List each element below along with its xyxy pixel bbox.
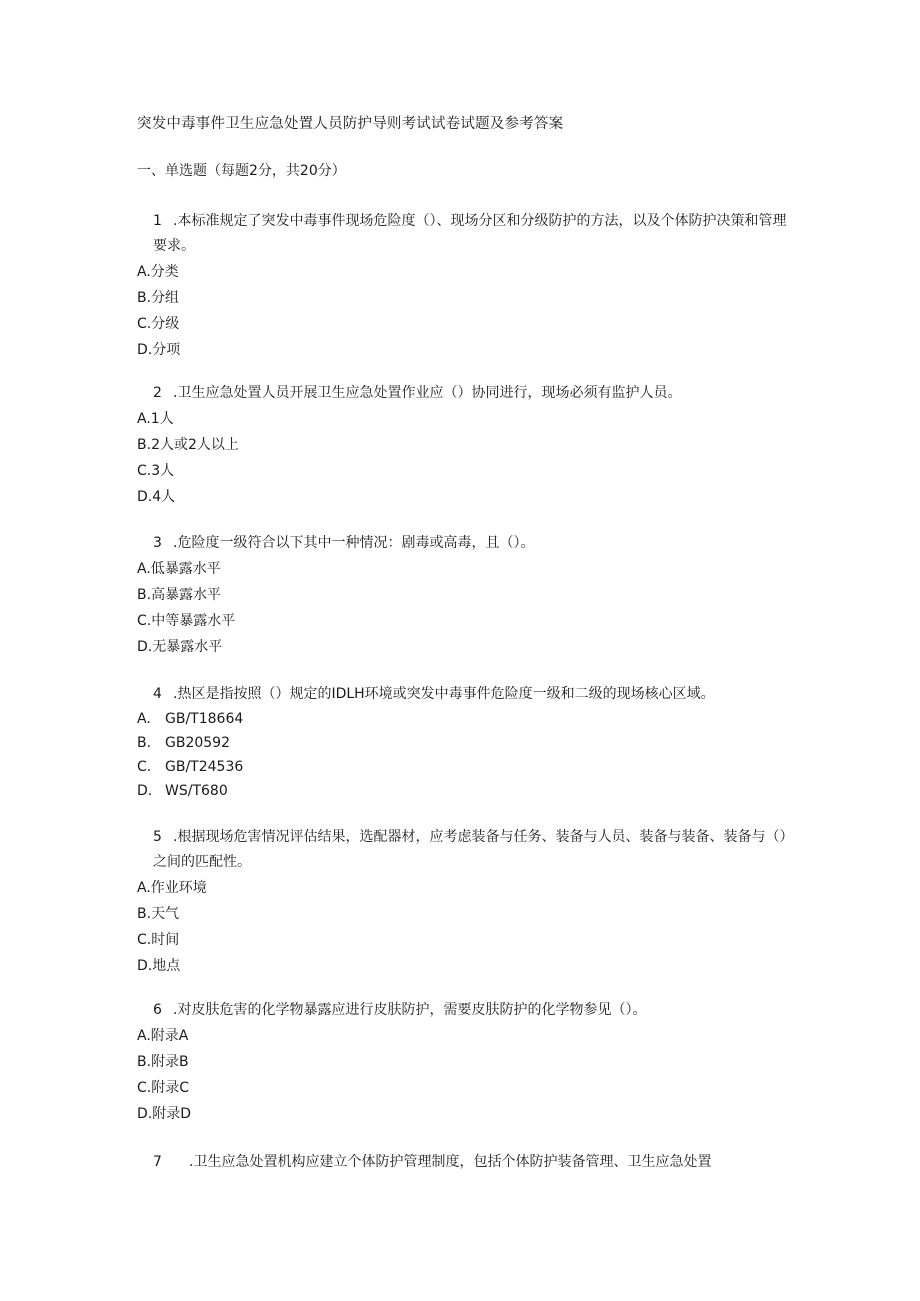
question-text: .本标准规定了突发中毒事件现场危险度（）、现场分区和分级防护的方法，以及个体防护决策和管理要求。	[153, 213, 787, 254]
option-text: 作业环境	[150, 880, 207, 896]
question-number: 3	[153, 535, 162, 551]
question-1	[137, 209, 787, 363]
question-stem	[137, 682, 787, 707]
option-b	[137, 1049, 787, 1075]
question-text: .卫生应急处置机构应建立个体防护管理制度，包括个体防护装备管理、卫生应急处置	[189, 1154, 712, 1170]
option-b	[137, 731, 787, 755]
question-number: 4	[153, 686, 162, 702]
option-a	[137, 875, 787, 901]
question-stem	[137, 1150, 787, 1175]
option-d	[137, 484, 787, 510]
question-stem	[137, 381, 787, 406]
question-3	[137, 531, 787, 660]
option-letter: D.	[137, 958, 153, 974]
option-letter: B.	[137, 587, 152, 603]
option-a	[137, 406, 787, 432]
question-number: 7	[153, 1154, 162, 1170]
option-text: 附录A	[150, 1028, 189, 1044]
option-letter: B.	[137, 290, 152, 306]
option-letter: D.	[137, 783, 153, 799]
option-letter: B.	[137, 1054, 152, 1070]
option-text: 3人	[151, 463, 175, 479]
question-number: 5	[153, 829, 162, 845]
option-letter: A.	[137, 880, 151, 896]
option-letter: A.	[137, 411, 151, 427]
option-c	[137, 458, 787, 484]
question-text: .危险度一级符合以下其中一种情况：剧毒或高毒，且（）。	[173, 535, 535, 551]
question-stem	[137, 998, 787, 1023]
option-letter: B.	[137, 437, 152, 453]
option-a	[137, 556, 787, 582]
option-d	[137, 1101, 787, 1127]
question-number: 2	[153, 385, 162, 401]
option-letter: D.	[137, 639, 153, 655]
option-c	[137, 1075, 787, 1101]
question-stem	[137, 825, 787, 875]
option-text: 中等暴露水平	[151, 613, 236, 629]
question-text: .对皮肤危害的化学物暴露应进行皮肤防护，需要皮肤防护的化学物参见（）。	[173, 1002, 647, 1018]
option-text: GB/T24536	[165, 759, 244, 775]
question-5	[137, 825, 787, 979]
question-stem	[137, 209, 787, 259]
option-text: 分类	[150, 264, 179, 280]
option-c	[137, 311, 787, 337]
option-text: 地点	[152, 958, 181, 974]
option-b	[137, 582, 787, 608]
option-letter: B.	[137, 906, 152, 922]
option-text: 高暴露水平	[151, 587, 222, 603]
option-d	[137, 337, 787, 363]
option-text: 低暴露水平	[150, 561, 221, 577]
option-c	[137, 755, 787, 779]
option-letter: C.	[137, 759, 152, 775]
option-text: 1人	[150, 411, 174, 427]
option-letter: C.	[137, 613, 152, 629]
option-a	[137, 259, 787, 285]
document-title: 突发中毒事件卫生应急处置人员防护导则考试试卷试题及参考答案	[137, 116, 564, 132]
option-d	[137, 779, 787, 803]
option-letter: A.	[137, 1028, 151, 1044]
option-text: 分组	[151, 290, 180, 306]
option-b	[137, 901, 787, 927]
option-text: 2人或2人以上	[151, 437, 239, 453]
option-letter: D.	[137, 342, 153, 358]
option-text: WS/T680	[165, 783, 228, 799]
option-text: GB/T18664	[165, 711, 244, 727]
option-letter: A.	[137, 561, 151, 577]
option-text: 附录D	[152, 1106, 192, 1122]
option-text: 天气	[151, 906, 180, 922]
section-heading: 一、单选题（每题2分，共20分）	[137, 163, 346, 179]
option-letter: C.	[137, 932, 152, 948]
option-text: GB20592	[165, 735, 230, 751]
option-letter: A.	[137, 711, 151, 727]
option-a	[137, 707, 787, 731]
option-letter: A.	[137, 264, 151, 280]
option-letter: C.	[137, 463, 152, 479]
option-letter: B.	[137, 735, 152, 751]
option-letter: C.	[137, 1080, 152, 1096]
option-text: 无暴露水平	[152, 639, 223, 655]
option-letter: D.	[137, 489, 153, 505]
question-4	[137, 682, 787, 803]
option-b	[137, 432, 787, 458]
option-text: 分项	[152, 342, 181, 358]
question-text: .热区是指按照（）规定的IDLH环境或突发中毒事件危险度一级和二级的现场核心区域。	[173, 686, 715, 702]
option-text: 4人	[152, 489, 176, 505]
option-text: 附录C	[151, 1080, 190, 1096]
question-7	[137, 1150, 787, 1175]
question-text: .根据现场危害情况评估结果，选配器材，应考虑装备与任务、装备与人员、装备与装备、装备与（）之间的匹配性。	[153, 829, 787, 870]
option-text: 附录B	[151, 1054, 189, 1070]
option-a	[137, 1023, 787, 1049]
question-stem	[137, 531, 787, 556]
question-6	[137, 998, 787, 1127]
option-letter: C.	[137, 316, 152, 332]
option-d	[137, 953, 787, 979]
question-number: 1	[153, 213, 162, 229]
question-text: .卫生应急处置人员开展卫生应急处置作业应（）协同进行，现场必须有监护人员。	[173, 385, 682, 401]
question-number: 6	[153, 1002, 162, 1018]
option-c	[137, 927, 787, 953]
option-c	[137, 608, 787, 634]
option-text: 时间	[151, 932, 180, 948]
option-d	[137, 634, 787, 660]
option-b	[137, 285, 787, 311]
option-letter: D.	[137, 1106, 153, 1122]
option-text: 分级	[151, 316, 180, 332]
question-2	[137, 381, 787, 510]
